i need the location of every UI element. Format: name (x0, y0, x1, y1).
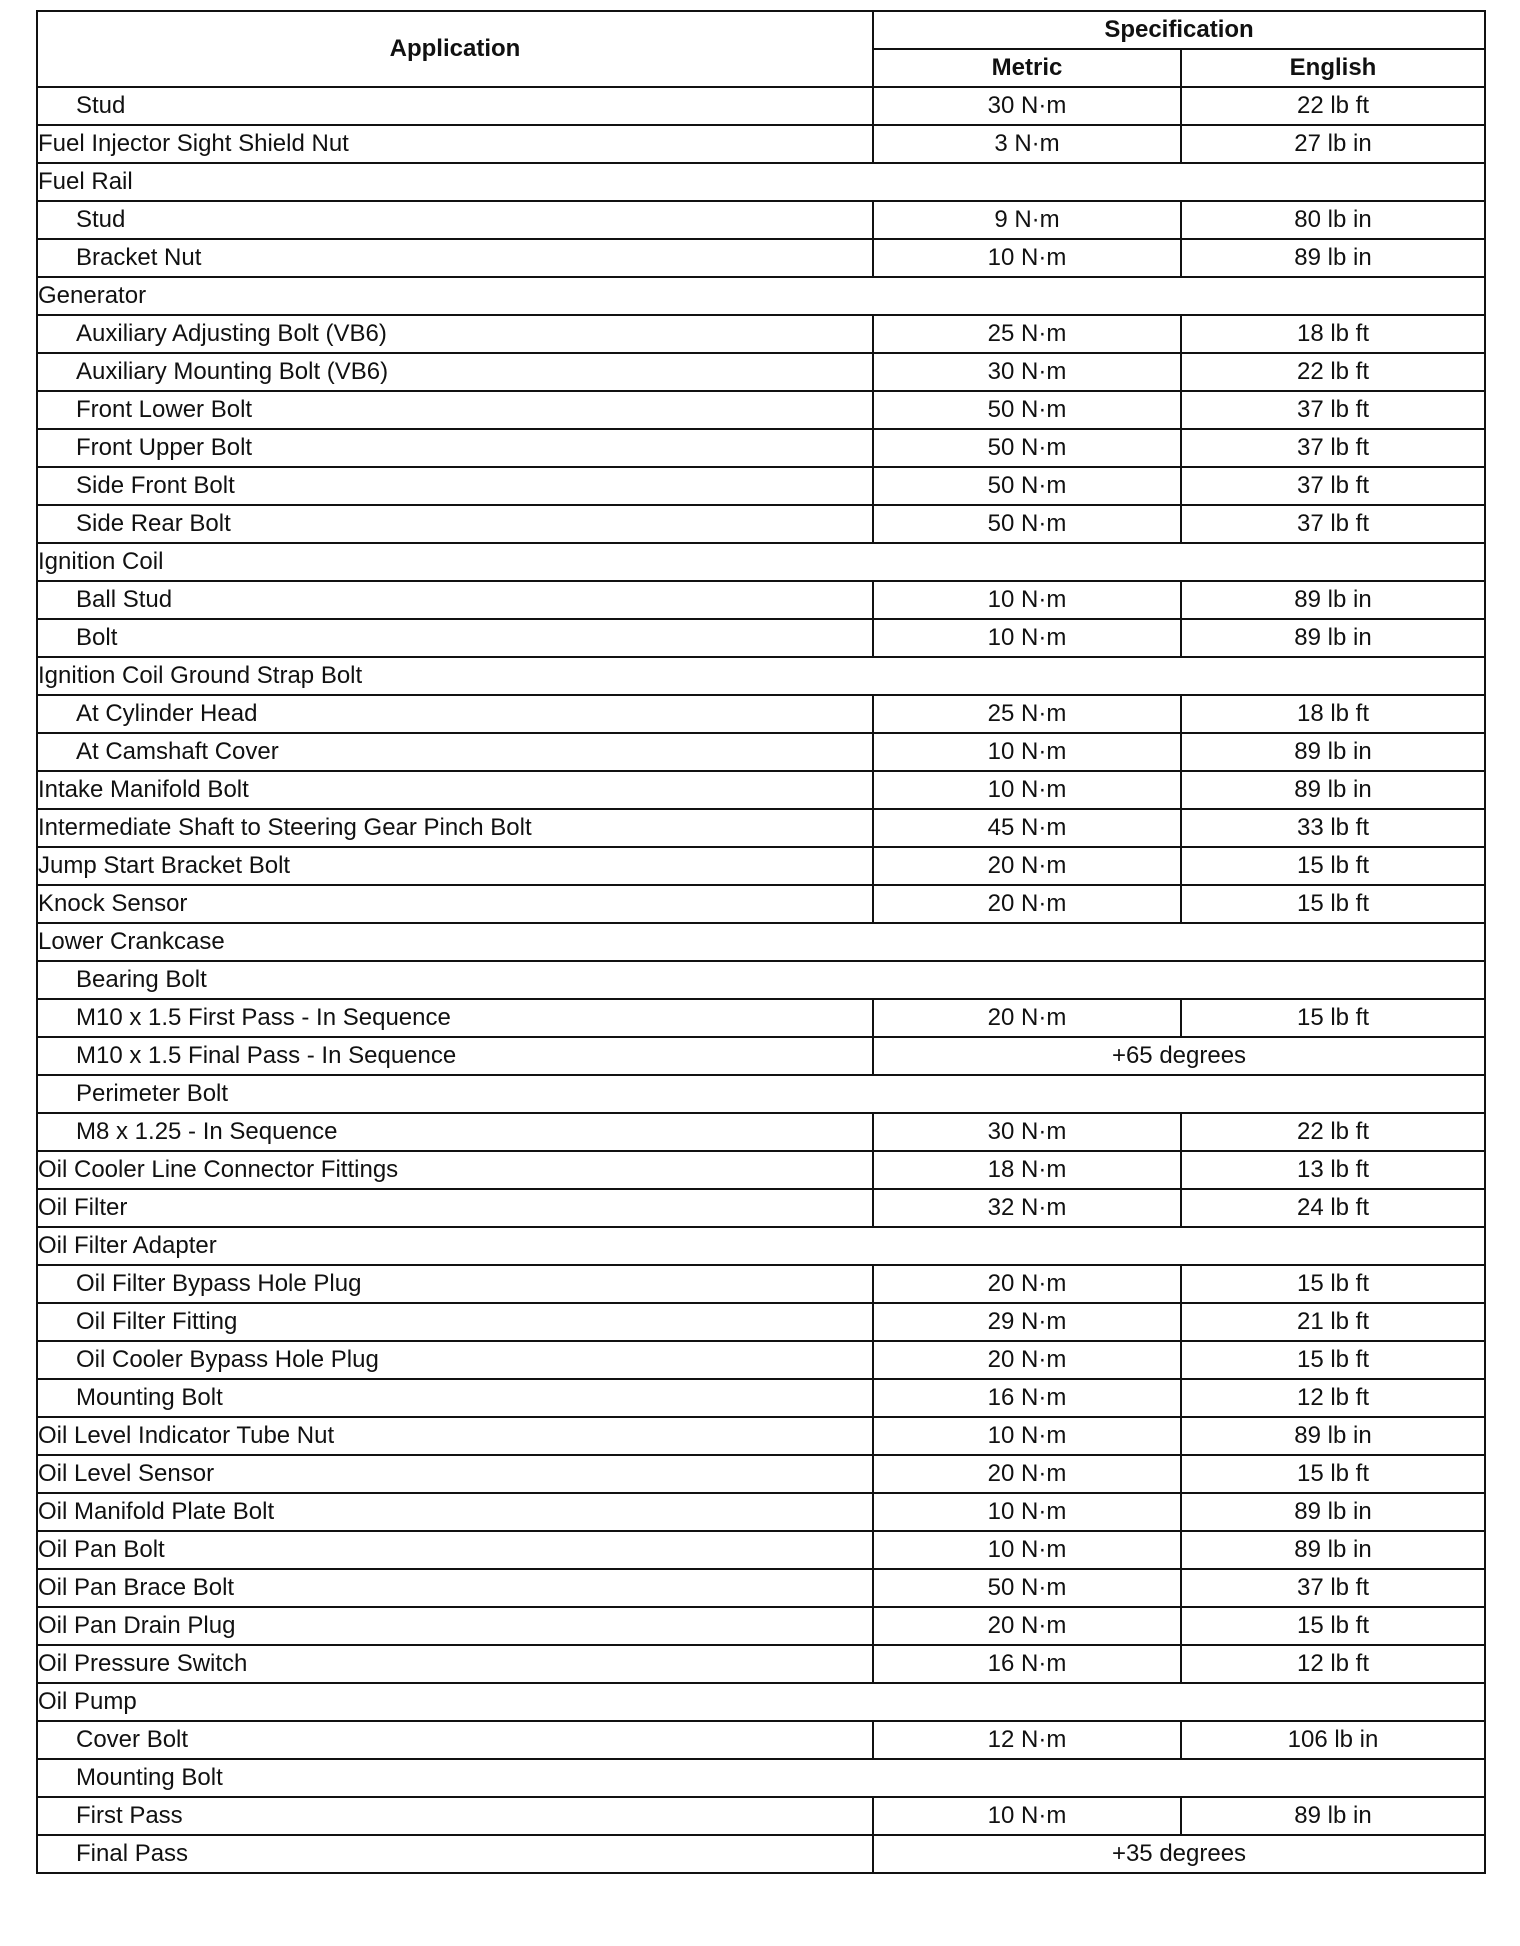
metric-cell: 50 N·m (873, 505, 1181, 543)
application-cell: Intermediate Shaft to Steering Gear Pinch Bolt (37, 809, 873, 847)
english-cell: 89 lb in (1181, 733, 1485, 771)
table-row (37, 581, 1485, 619)
table-row (37, 505, 1485, 543)
table-row (37, 619, 1485, 657)
table-row (37, 771, 1485, 809)
header-application: Application (37, 11, 873, 87)
metric-cell: 3 N·m (873, 125, 1181, 163)
application-cell: Mounting Bolt (37, 1379, 873, 1417)
application-cell: First Pass (37, 1797, 873, 1835)
header-row-1 (37, 11, 1485, 49)
english-cell: 89 lb in (1181, 239, 1485, 277)
english-cell: 15 lb ft (1181, 1607, 1485, 1645)
table-row (37, 1341, 1485, 1379)
application-cell: Mounting Bolt (37, 1759, 1485, 1797)
english-cell: 37 lb ft (1181, 391, 1485, 429)
english-cell: 24 lb ft (1181, 1189, 1485, 1227)
metric-cell: 45 N·m (873, 809, 1181, 847)
table-row (37, 1227, 1485, 1265)
application-cell: Oil Cooler Bypass Hole Plug (37, 1341, 873, 1379)
application-cell: Auxiliary Mounting Bolt (VB6) (37, 353, 873, 391)
table-row (37, 429, 1485, 467)
specification-span-cell: +65 degrees (873, 1037, 1485, 1075)
metric-cell: 10 N·m (873, 239, 1181, 277)
english-cell: 89 lb in (1181, 619, 1485, 657)
table-row (37, 353, 1485, 391)
english-cell: 15 lb ft (1181, 999, 1485, 1037)
english-cell: 18 lb ft (1181, 695, 1485, 733)
metric-cell: 16 N·m (873, 1645, 1181, 1683)
table-row (37, 201, 1485, 239)
application-cell: Fuel Injector Sight Shield Nut (37, 125, 873, 163)
metric-cell: 30 N·m (873, 1113, 1181, 1151)
application-cell: Stud (37, 87, 873, 125)
english-cell: 22 lb ft (1181, 353, 1485, 391)
metric-cell: 25 N·m (873, 315, 1181, 353)
table-body (37, 87, 1485, 1873)
english-cell: 106 lb in (1181, 1721, 1485, 1759)
application-cell: Auxiliary Adjusting Bolt (VB6) (37, 315, 873, 353)
torque-spec-table (36, 10, 1486, 1874)
application-cell: M10 x 1.5 First Pass - In Sequence (37, 999, 873, 1037)
english-cell: 89 lb in (1181, 771, 1485, 809)
metric-cell: 10 N·m (873, 1417, 1181, 1455)
header-english: English (1181, 49, 1485, 87)
metric-cell: 18 N·m (873, 1151, 1181, 1189)
table-row (37, 733, 1485, 771)
english-cell: 80 lb in (1181, 201, 1485, 239)
table-row (37, 1607, 1485, 1645)
metric-cell: 50 N·m (873, 1569, 1181, 1607)
english-cell: 89 lb in (1181, 1417, 1485, 1455)
metric-cell: 12 N·m (873, 1721, 1181, 1759)
table-row (37, 1645, 1485, 1683)
table-row (37, 543, 1485, 581)
table-row (37, 1037, 1485, 1075)
english-cell: 37 lb ft (1181, 1569, 1485, 1607)
application-cell: Ignition Coil Ground Strap Bolt (37, 657, 1485, 695)
application-cell: Bolt (37, 619, 873, 657)
english-cell: 18 lb ft (1181, 315, 1485, 353)
metric-cell: 25 N·m (873, 695, 1181, 733)
metric-cell: 30 N·m (873, 87, 1181, 125)
metric-cell: 50 N·m (873, 391, 1181, 429)
application-cell: Side Rear Bolt (37, 505, 873, 543)
torque-spec-table-container (36, 10, 1484, 1874)
metric-cell: 10 N·m (873, 1493, 1181, 1531)
table-row (37, 1151, 1485, 1189)
metric-cell: 9 N·m (873, 201, 1181, 239)
table-row (37, 1531, 1485, 1569)
table-row (37, 999, 1485, 1037)
english-cell: 37 lb ft (1181, 467, 1485, 505)
specification-span-cell: +35 degrees (873, 1835, 1485, 1873)
application-cell: Perimeter Bolt (37, 1075, 1485, 1113)
english-cell: 27 lb in (1181, 125, 1485, 163)
application-cell: Bracket Nut (37, 239, 873, 277)
table-row (37, 1797, 1485, 1835)
table-row (37, 87, 1485, 125)
metric-cell: 20 N·m (873, 1341, 1181, 1379)
table-row (37, 467, 1485, 505)
metric-cell: 10 N·m (873, 581, 1181, 619)
application-cell: Generator (37, 277, 1485, 315)
english-cell: 15 lb ft (1181, 1341, 1485, 1379)
english-cell: 89 lb in (1181, 1493, 1485, 1531)
english-cell: 15 lb ft (1181, 1455, 1485, 1493)
application-cell: Oil Level Sensor (37, 1455, 873, 1493)
table-row (37, 315, 1485, 353)
application-cell: Knock Sensor (37, 885, 873, 923)
metric-cell: 32 N·m (873, 1189, 1181, 1227)
table-row (37, 391, 1485, 429)
metric-cell: 20 N·m (873, 1607, 1181, 1645)
table-row (37, 1569, 1485, 1607)
table-row (37, 923, 1485, 961)
application-cell: Ignition Coil (37, 543, 1485, 581)
metric-cell: 10 N·m (873, 733, 1181, 771)
metric-cell: 20 N·m (873, 1265, 1181, 1303)
table-row (37, 1417, 1485, 1455)
table-row (37, 163, 1485, 201)
application-cell: Lower Crankcase (37, 923, 1485, 961)
application-cell: Oil Filter Bypass Hole Plug (37, 1265, 873, 1303)
header-metric: Metric (873, 49, 1181, 87)
application-cell: Oil Manifold Plate Bolt (37, 1493, 873, 1531)
table-row (37, 1835, 1485, 1873)
english-cell: 22 lb ft (1181, 1113, 1485, 1151)
english-cell: 21 lb ft (1181, 1303, 1485, 1341)
metric-cell: 20 N·m (873, 885, 1181, 923)
application-cell: Oil Pan Drain Plug (37, 1607, 873, 1645)
application-cell: Oil Pan Brace Bolt (37, 1569, 873, 1607)
table-row (37, 885, 1485, 923)
table-row (37, 277, 1485, 315)
english-cell: 89 lb in (1181, 1531, 1485, 1569)
application-cell: Cover Bolt (37, 1721, 873, 1759)
table-row (37, 695, 1485, 733)
english-cell: 37 lb ft (1181, 429, 1485, 467)
table-row (37, 847, 1485, 885)
english-cell: 89 lb in (1181, 581, 1485, 619)
metric-cell: 10 N·m (873, 1797, 1181, 1835)
metric-cell: 50 N·m (873, 429, 1181, 467)
metric-cell: 16 N·m (873, 1379, 1181, 1417)
application-cell: Oil Pan Bolt (37, 1531, 873, 1569)
application-cell: Bearing Bolt (37, 961, 1485, 999)
metric-cell: 20 N·m (873, 999, 1181, 1037)
application-cell: Jump Start Bracket Bolt (37, 847, 873, 885)
table-row (37, 1455, 1485, 1493)
table-row (37, 239, 1485, 277)
application-cell: Stud (37, 201, 873, 239)
metric-cell: 50 N·m (873, 467, 1181, 505)
application-cell: Fuel Rail (37, 163, 1485, 201)
application-cell: Oil Pressure Switch (37, 1645, 873, 1683)
table-row (37, 1493, 1485, 1531)
application-cell: At Camshaft Cover (37, 733, 873, 771)
metric-cell: 20 N·m (873, 1455, 1181, 1493)
application-cell: M8 x 1.25 - In Sequence (37, 1113, 873, 1151)
application-cell: Intake Manifold Bolt (37, 771, 873, 809)
table-row (37, 1759, 1485, 1797)
english-cell: 12 lb ft (1181, 1379, 1485, 1417)
table-row (37, 1113, 1485, 1151)
english-cell: 15 lb ft (1181, 885, 1485, 923)
application-cell: Oil Filter Adapter (37, 1227, 1485, 1265)
metric-cell: 10 N·m (873, 1531, 1181, 1569)
application-cell: Side Front Bolt (37, 467, 873, 505)
table-row (37, 1721, 1485, 1759)
metric-cell: 10 N·m (873, 771, 1181, 809)
english-cell: 89 lb in (1181, 1797, 1485, 1835)
application-cell: Oil Cooler Line Connector Fittings (37, 1151, 873, 1189)
metric-cell: 10 N·m (873, 619, 1181, 657)
application-cell: Oil Filter Fitting (37, 1303, 873, 1341)
english-cell: 12 lb ft (1181, 1645, 1485, 1683)
application-cell: Ball Stud (37, 581, 873, 619)
application-cell: At Cylinder Head (37, 695, 873, 733)
metric-cell: 30 N·m (873, 353, 1181, 391)
metric-cell: 29 N·m (873, 1303, 1181, 1341)
table-row (37, 1189, 1485, 1227)
english-cell: 33 lb ft (1181, 809, 1485, 847)
table-row (37, 125, 1485, 163)
application-cell: Oil Level Indicator Tube Nut (37, 1417, 873, 1455)
application-cell: Oil Pump (37, 1683, 1485, 1721)
metric-cell: 20 N·m (873, 847, 1181, 885)
table-row (37, 1303, 1485, 1341)
table-row (37, 961, 1485, 999)
table-row (37, 1379, 1485, 1417)
header-specification: Specification (873, 11, 1485, 49)
english-cell: 37 lb ft (1181, 505, 1485, 543)
application-cell: Final Pass (37, 1835, 873, 1873)
application-cell: Oil Filter (37, 1189, 873, 1227)
table-row (37, 1075, 1485, 1113)
english-cell: 15 lb ft (1181, 847, 1485, 885)
table-row (37, 1265, 1485, 1303)
table-row (37, 657, 1485, 695)
application-cell: M10 x 1.5 Final Pass - In Sequence (37, 1037, 873, 1075)
application-cell: Front Lower Bolt (37, 391, 873, 429)
application-cell: Front Upper Bolt (37, 429, 873, 467)
table-row (37, 1683, 1485, 1721)
english-cell: 22 lb ft (1181, 87, 1485, 125)
table-row (37, 809, 1485, 847)
english-cell: 15 lb ft (1181, 1265, 1485, 1303)
english-cell: 13 lb ft (1181, 1151, 1485, 1189)
